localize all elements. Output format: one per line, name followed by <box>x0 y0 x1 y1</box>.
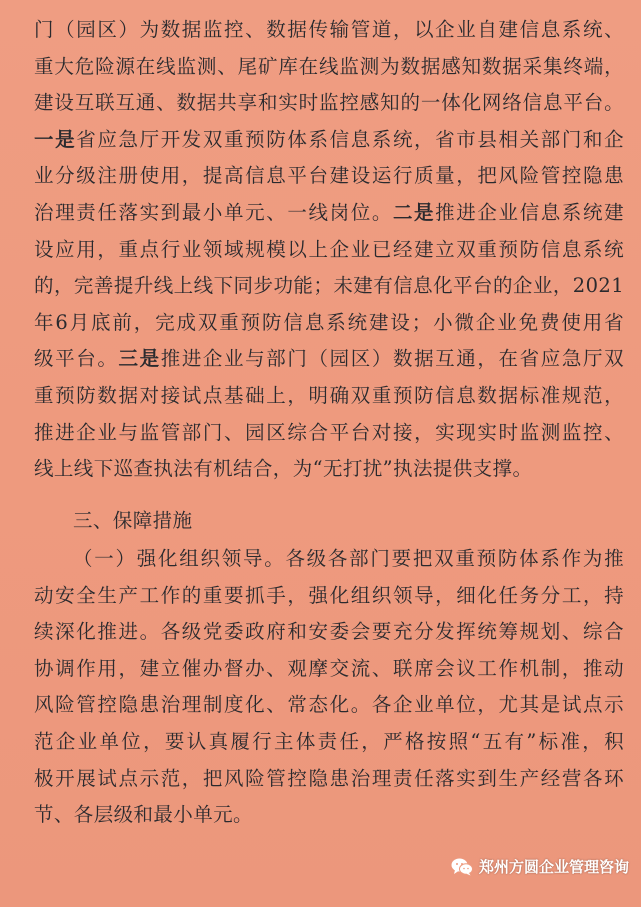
text-line: 年6月底前，完成双重预防信息系统建设；小微企业免费使用省 <box>34 310 624 334</box>
text-line: 极开展试点示范，把风险管控隐患治理责任落实到生产经营各环 <box>34 766 624 790</box>
watermark-text: 郑州方圆企业管理咨询 <box>478 858 629 876</box>
text-line: 重大危险源在线监测、尾矿库在线监测为数据感知数据采集终端， <box>34 54 624 78</box>
watermark <box>451 856 629 877</box>
text-line <box>34 195 624 232</box>
section-heading: 三、保障措施 <box>73 509 193 532</box>
emphasis-third: 三是 <box>118 347 161 371</box>
text-line <box>34 341 624 378</box>
text-line: 设应用，重点行业领域规模以上企业已经建立双重预防信息系统 <box>34 237 624 261</box>
text-line: 动安全生产工作的重要抓手，强化组织领导，细化任务分工，持 <box>34 583 624 607</box>
text-run: 治理责任落实到最小单元、一线岗位。 <box>34 200 393 224</box>
text-line: 业分级注册使用，提高信息平台建设运行质量，把风险管控隐患 <box>34 164 624 188</box>
text-run: 推进企业与部门（园区）数据互通，在省应急厅双 <box>160 347 624 371</box>
text-run: 推进企业信息系统建 <box>435 200 624 224</box>
text-line <box>34 122 624 159</box>
emphasis-first: 一是 <box>34 127 77 151</box>
text-run: 级平台。 <box>34 347 119 371</box>
text-line: 节、各层级和最小单元。 <box>34 803 253 827</box>
text-line: 协调作用，建立催办督办、观摩交流、联席会议工作机制，推动 <box>34 656 624 680</box>
wechat-icon <box>451 858 473 876</box>
text-line: 的，完善提升线上线下同步功能；未建有信息化平台的企业，2021 <box>34 274 624 298</box>
paragraph-1 <box>34 12 624 488</box>
text-line: 线上线下巡查执法有机结合，为“无打扰”执法提供支撑。 <box>34 457 533 481</box>
text-line: 风险管控隐患治理制度化、常态化。各企业单位，尤其是试点示 <box>34 693 624 717</box>
text-line: 范企业单位，要认真履行主体责任，严格按照“五有”标准，积 <box>34 729 624 753</box>
text-line: 续深化推进。各级党委政府和安委会要充分发挥统筹规划、综合 <box>34 620 624 644</box>
text-line: 重预防数据对接试点基础上，明确双重预防信息数据标准规范， <box>34 383 624 407</box>
text-line: 建设互联互通、数据共享和实时监控感知的一体化网络信息平台。 <box>34 91 624 115</box>
text-line: （一）强化组织领导。各级各部门要把双重预防体系作为推 <box>73 547 624 570</box>
text-run: 省应急厅开发双重预防体系信息系统，省市县相关部门和企 <box>76 127 624 151</box>
paragraph-2 <box>34 541 624 834</box>
text-line: 推进企业与监管部门、园区综合平台对接，实现实时监测监控、 <box>34 420 624 444</box>
text-line: 门（园区）为数据监控、数据传输管道，以企业自建信息系统、 <box>34 18 624 41</box>
emphasis-second: 二是 <box>392 200 436 224</box>
